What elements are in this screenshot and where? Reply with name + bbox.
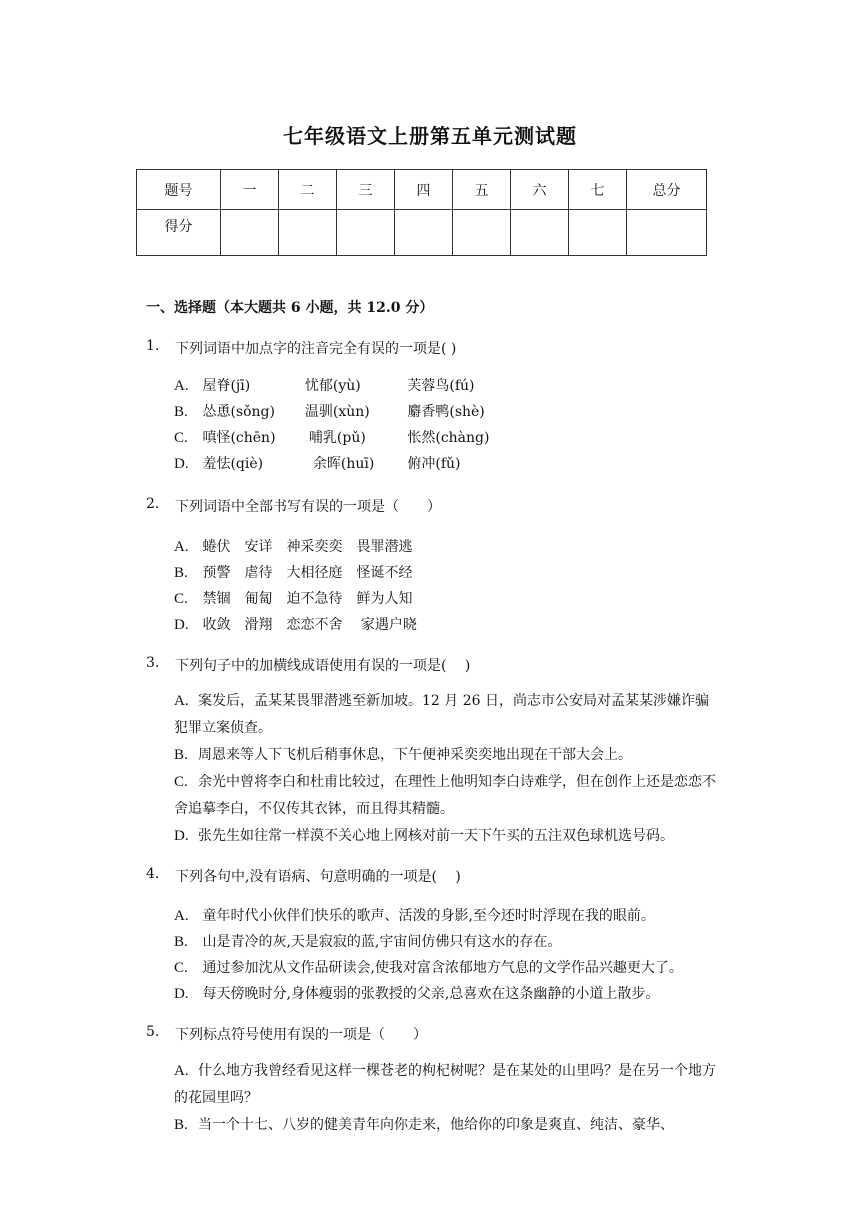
question-stem: 下列各句中,没有语病、句意明确的一项是( ) <box>175 869 461 885</box>
score-blank-cell[interactable] <box>511 210 569 256</box>
question-number: 5. <box>146 1024 160 1040</box>
score-table-cell: 三 <box>337 170 395 210</box>
option-item: 芙蓉鸟(fú) <box>407 378 475 394</box>
option-text: 童年时代小伙伴们快乐的歌声、活泼的身影,至今还时时浮现在我的眼前。 <box>202 908 655 924</box>
option-text: 案发后，孟某某畏罪潜逃至新加坡。12 月 26 日，尚志市公安局对孟某某涉嫌诈骗犯罪立案侦查。 <box>174 693 709 736</box>
score-table-cell: 六 <box>511 170 569 210</box>
question-stem: 下列词语中加点字的注音完全有误的一项是( ) <box>175 341 457 357</box>
score-blank-cell[interactable] <box>221 210 279 256</box>
option-letter: D. <box>174 617 189 633</box>
option-c[interactable] <box>174 957 683 977</box>
option-text: 每天傍晚时分,身体瘦弱的张教授的父亲,总喜欢在这条幽静的小道上散步。 <box>202 986 660 1002</box>
question-stem: 下列句子中的加横线成语使用有误的一项是( ) <box>175 658 471 674</box>
option-d[interactable] <box>174 983 659 1003</box>
page-title: 七年级语文上册第五单元测试题 <box>283 124 577 148</box>
option-b[interactable] <box>174 931 561 951</box>
option-text: 预警 虐待 大相径庭 怪诞不经 <box>202 565 413 581</box>
question-number: 2. <box>146 496 160 512</box>
option-c[interactable] <box>174 769 719 823</box>
score-table-cell: 四 <box>395 170 453 210</box>
option-letter: C. <box>174 591 188 607</box>
option-a[interactable] <box>174 375 474 395</box>
score-blank-cell[interactable] <box>569 210 627 256</box>
option-letter: A. <box>174 1063 189 1079</box>
option-text: 禁锢 匍匐 迫不急待 鲜为人知 <box>202 591 413 607</box>
section-heading: 一、选择题（本大题共 6 小题，共 12.0 分） <box>146 300 434 316</box>
option-item: 嗔怪(chēn) <box>202 430 276 446</box>
score-blank-cell[interactable] <box>279 210 337 256</box>
option-item: 羞怯(qiè) <box>202 456 264 472</box>
option-item: 怅然(chàng) <box>407 430 490 446</box>
option-item: 俯冲(fǔ) <box>407 456 461 472</box>
option-letter: A. <box>174 693 189 709</box>
option-item: 忧郁(yù) <box>304 378 361 394</box>
option-item: 怂恿(sǒng) <box>202 404 275 420</box>
option-text: 收敛 滑翔 恋恋不舍 家遇户晓 <box>202 617 417 633</box>
option-item: 屋脊(jī) <box>202 378 251 394</box>
score-row-label: 得分 <box>137 210 221 256</box>
option-a[interactable] <box>174 688 719 742</box>
option-text: 余光中曾将李白和杜甫比较过，在理性上他明知李白诗难学，但在创作上还是恋恋不舍追摹李白，不仅传其衣钵，而且得其精髓。 <box>174 774 716 817</box>
option-text: 山是青冷的灰,天是寂寂的蓝,宇宙间仿佛只有这水的存在。 <box>202 934 562 950</box>
option-letter: C. <box>174 960 188 976</box>
score-blank-cell[interactable] <box>395 210 453 256</box>
score-blank-cell[interactable] <box>453 210 511 256</box>
option-letter: C. <box>174 774 188 790</box>
option-text: 什么地方我曾经看见这样一棵苍老的枸杞树呢？是在某处的山里吗？是在另一个地方的花园里吗？ <box>174 1063 716 1106</box>
option-letter: B. <box>174 747 188 763</box>
score-table-cell: 题号 <box>137 170 221 210</box>
option-text: 周恩来等人下飞机后稍事休息，下午便神采奕奕地出现在干部大会上。 <box>198 747 632 763</box>
question-number: 3. <box>146 655 160 671</box>
score-table-cell: 五 <box>453 170 511 210</box>
option-item: 余晖(huī) <box>312 456 375 472</box>
option-item: 温驯(xùn) <box>304 404 370 420</box>
option-letter: A. <box>174 539 189 555</box>
option-letter: B. <box>174 404 188 420</box>
option-letter: A. <box>174 908 189 924</box>
option-d[interactable] <box>174 453 460 473</box>
option-letter: B. <box>174 1117 188 1133</box>
score-table-header-row <box>137 170 707 210</box>
option-text: 张先生如往常一样漠不关心地上网核对前一天下午买的五注双色球机选号码。 <box>198 828 674 844</box>
option-a[interactable] <box>174 536 412 556</box>
option-text: 蜷伏 安详 神采奕奕 畏罪潜逃 <box>202 539 413 555</box>
score-table-cell: 二 <box>279 170 337 210</box>
score-table-cell: 一 <box>221 170 279 210</box>
option-b[interactable] <box>174 1112 719 1139</box>
score-table <box>136 169 707 256</box>
option-c[interactable] <box>174 427 489 447</box>
option-d[interactable] <box>174 823 719 850</box>
option-item: 哺乳(pǔ) <box>308 430 366 446</box>
question-number: 1. <box>146 338 160 354</box>
score-table-score-row <box>137 210 707 256</box>
score-table-cell: 七 <box>569 170 627 210</box>
option-a[interactable] <box>174 1058 719 1112</box>
option-b[interactable] <box>174 742 719 769</box>
option-c[interactable] <box>174 588 412 608</box>
option-b[interactable] <box>174 562 412 582</box>
option-b[interactable] <box>174 401 485 421</box>
option-text: 通过参加沈从文作品研读会,使我对富含浓郁地方气息的文学作品兴趣更大了。 <box>202 960 683 976</box>
option-item: 麝香鸭(shè) <box>407 404 485 420</box>
option-letter: D. <box>174 828 189 844</box>
option-letter: B. <box>174 934 188 950</box>
score-blank-cell[interactable] <box>627 210 707 256</box>
option-letter: A. <box>174 378 189 394</box>
option-a[interactable] <box>174 905 655 925</box>
option-letter: D. <box>174 456 189 472</box>
question-stem: 下列标点符号使用有误的一项是（ ） <box>175 1027 427 1043</box>
option-text: 当一个十七、八岁的健美青年向你走来，他给你的印象是爽直、纯洁、豪华、 <box>198 1117 674 1133</box>
question-number: 4. <box>146 866 160 882</box>
option-d[interactable] <box>174 614 417 634</box>
option-letter: B. <box>174 565 188 581</box>
option-letter: D. <box>174 986 189 1002</box>
option-letter: C. <box>174 430 188 446</box>
score-blank-cell[interactable] <box>337 210 395 256</box>
question-stem: 下列词语中全部书写有误的一项是（ ） <box>175 499 441 515</box>
score-table-cell: 总分 <box>627 170 707 210</box>
